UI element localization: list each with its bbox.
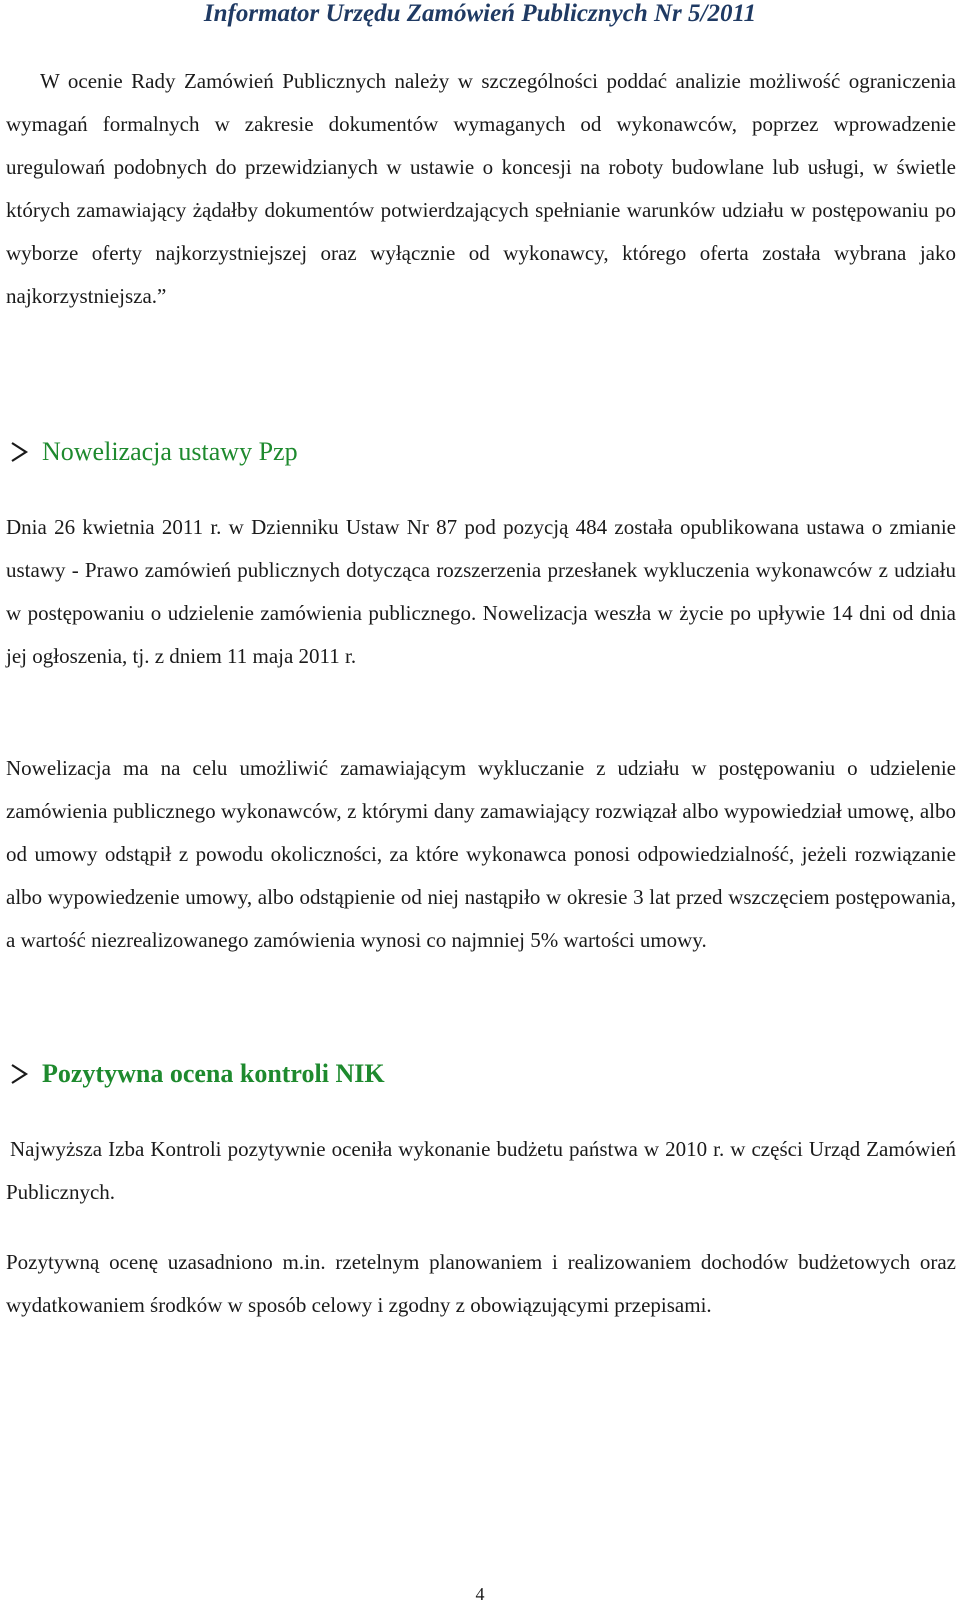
nowelizacja-paragraph-1: Dnia 26 kwietnia 2011 r. w Dzienniku Ustaw Nr 87 pod pozycją 484 została opublikowana ustawa o zmianie ustawy - Prawo zamówień publicznych dotycząca rozszerzenia przesłanek wykluczenia wykonawców z udziału w postępowaniu o udzielenie zamówienia publicznego. Nowelizacja weszła w życie po upływie 14 dni od dnia jej ogłoszenia, tj. z dniem 11 maja 2011 r. — [6, 515, 956, 668]
nik-paragraph-2: Pozytywną ocenę uzasadniono m.in. rzetelnym planowaniem i realizowaniem dochodów budżetowych oraz wydatkowaniem środków w sposób celowy i zgodny z obowiązującymi przepisami. — [6, 1250, 956, 1317]
arrow-bullet-icon — [6, 1062, 32, 1086]
page-number: 4 — [475, 1584, 485, 1604]
arrow-bullet-icon — [6, 440, 32, 464]
section-heading-nowelizacja — [6, 436, 298, 468]
section-title-nik: Pozytywna ocena kontroli NIK — [42, 1059, 385, 1088]
section-heading-nik — [6, 1058, 385, 1090]
document-header-title: Informator Urzędu Zamówień Publicznych Nr 5/2011 — [203, 0, 757, 27]
nowelizacja-paragraph-2: Nowelizacja ma na celu umożliwić zamawiającym wykluczanie z udziału w postępowaniu o udzielenie zamówienia publicznego wykonawców, z którymi dany zamawiający rozwiązał albo wypowiedział umowę, albo od umowy odstąpił z powodu okoliczności, za które wykonawca ponosi odpowiedzialność, jeżeli rozwiązanie albo wypowiedzenie umowy, albo odstąpienie od niej nastąpiło w okresie 3 lat przed wszczęciem postępowania, a wartość niezrealizowanego zamówienia wynosi co najmniej 5% wartości umowy. — [6, 756, 956, 952]
intro-paragraph: W ocenie Rady Zamówień Publicznych należy w szczególności poddać analizie możliwość ograniczenia wymagań formalnych w zakresie dokumentów wymaganych od wykonawców, poprzez wprowadzenie uregulowań podobnych do przewidzianych w ustawie o koncesji na roboty budowlane lub usługi, w świetle których zamawiający żądałby dokumentów potwierdzających spełnianie warunków udziału w postępowaniu po wyborze oferty najkorzystniejszej oraz wyłącznie od wykonawcy, którego oferta została wybrana jako najkorzystniejsza.” — [6, 69, 956, 308]
nik-paragraph-1: Najwyższa Izba Kontroli pozytywnie oceniła wykonanie budżetu państwa w 2010 r. w części Urząd Zamówień Publicznych. — [6, 1137, 956, 1204]
section-title-nowelizacja: Nowelizacja ustawy Pzp — [42, 437, 298, 466]
